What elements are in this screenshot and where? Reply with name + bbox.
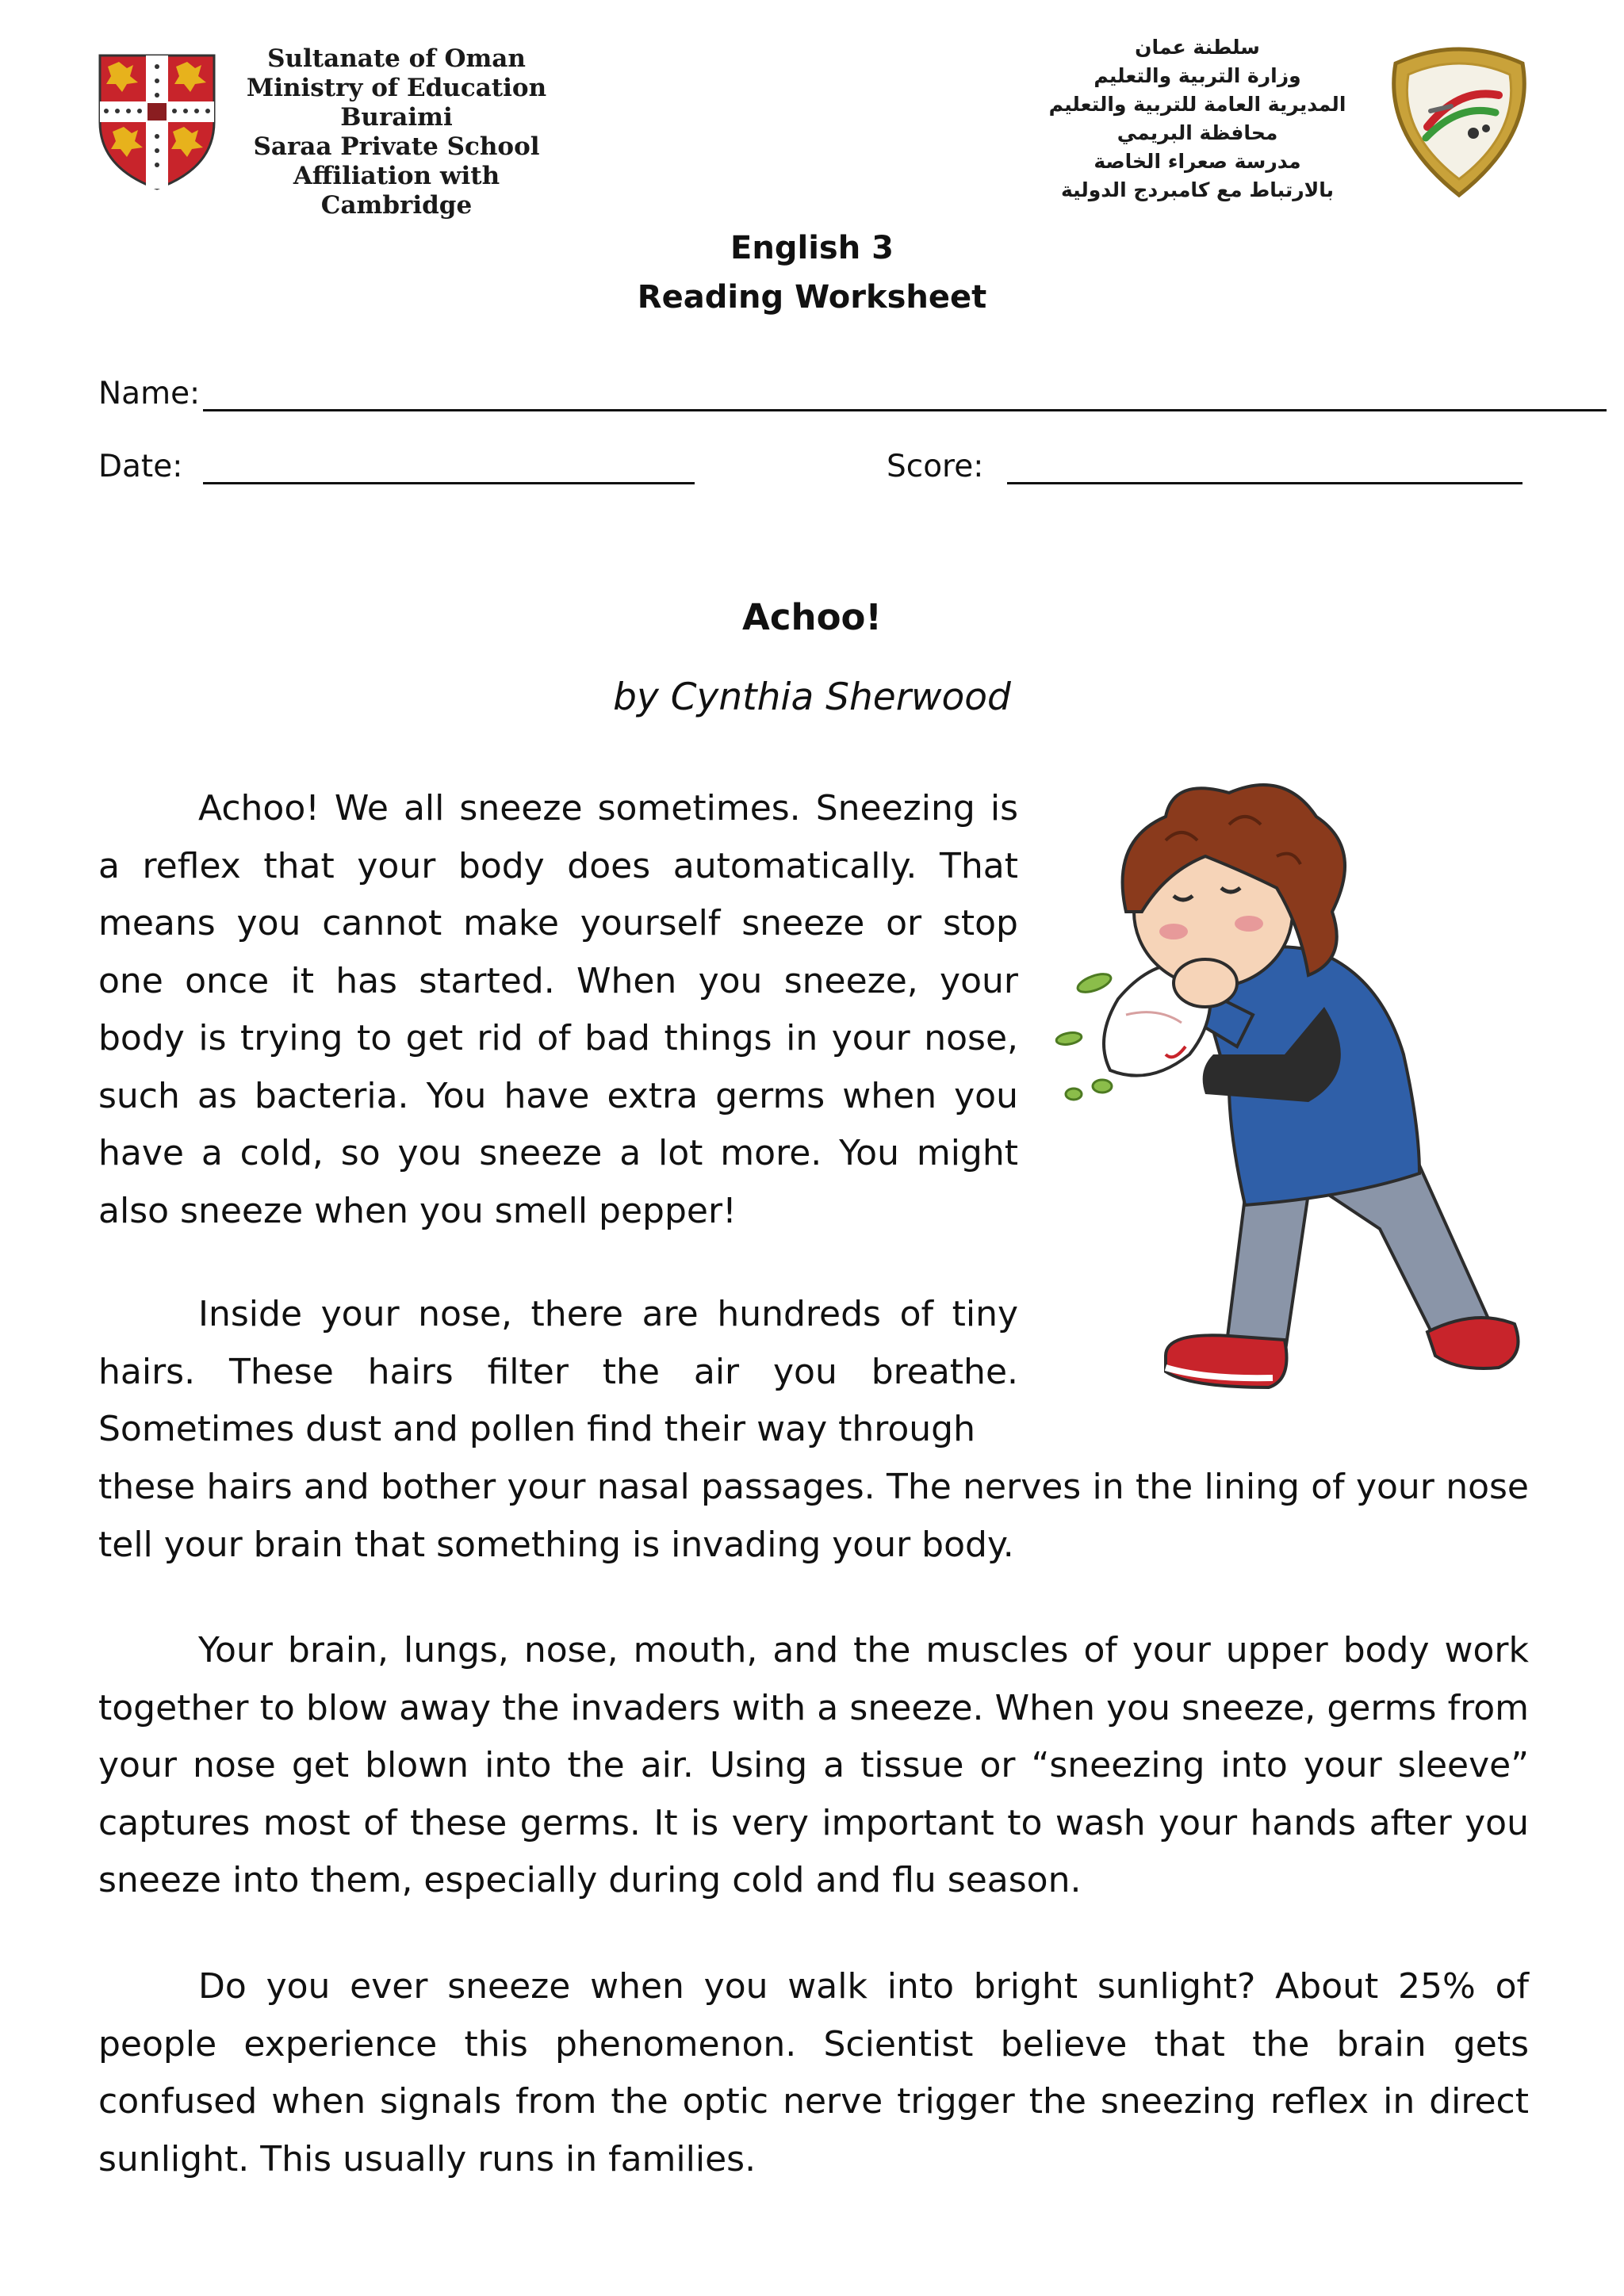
- header-arabic-line: سلطنة عمان: [1135, 36, 1260, 59]
- header-english-block: [230, 44, 563, 220]
- header-arabic-line: بالارتباط مع كامبردج الدولية: [1060, 178, 1335, 201]
- course-subject: English 3: [730, 230, 894, 266]
- story-title: Achoo!: [742, 596, 882, 638]
- sneezing-child-illustration: [1047, 753, 1530, 1403]
- header-english-line: Ministry of Education: [246, 74, 547, 102]
- header-english-line: Buraimi: [340, 103, 453, 132]
- header-arabic-line: وزارة التربية والتعليم: [1094, 64, 1301, 87]
- story-paragraph-2-start: Inside your nose, there are hundreds of tiny hairs. These hairs filter the air you breathe. Sometimes dust and pollen find their way through: [98, 1294, 1018, 1449]
- story-paragraph-4: Do you ever sneeze when you walk into bright sunlight? About 25% of people experience this phenomenon. Scientist believe that the brain gets confused when signals from the optic nerve trigger the sneezing reflex in direct sunlight. This usually runs in families.: [98, 1966, 1529, 2179]
- story-paragraph-1: Achoo! We all sneeze sometimes. Sneezing is a reflex that your body does automatically. That means you cannot make yourself sneeze or stop one once it has started. When you sneeze, your body is trying to get rid of bad things in your nose, such as bacteria. You have extra germs when you have a cold, so you sneeze a lot more. You might also sneeze when you smell pepper!: [98, 788, 1018, 1231]
- date-blank-line[interactable]: [203, 450, 695, 484]
- date-field[interactable]: [98, 449, 695, 484]
- header-arabic-line: محافظة البريمي: [1116, 121, 1278, 144]
- story-paragraph-2-end: these hairs and bother your nasal passages. The nerves in the lining of your nose tell your brain that something is invading your body.: [98, 1467, 1529, 1565]
- name-field[interactable]: [98, 376, 1607, 411]
- score-field[interactable]: [887, 449, 1522, 484]
- score-blank-line[interactable]: [1007, 450, 1522, 484]
- date-label: Date:: [98, 449, 183, 484]
- header-english-line: Affiliation with Cambridge: [293, 162, 500, 220]
- school-crest-icon: [94, 49, 220, 192]
- header-arabic-block: [1031, 33, 1364, 205]
- name-label: Name:: [98, 376, 201, 411]
- header-english-line: Sultanate of Oman: [267, 44, 526, 73]
- header-english-line: Saraa Private School: [253, 132, 540, 161]
- name-blank-line[interactable]: [203, 377, 1607, 411]
- story-paragraph-3: Your brain, lungs, nose, mouth, and the muscles of your upper body work together to blow away the invaders with a sneeze. When you sneeze, germs from your nose get blown into the air. Using a tissue or “sneezing into your sleeve” captures most of these germs. It is very important to wash your hands after you sneeze into them, especially during cold and flu season.: [98, 1630, 1529, 1900]
- story-byline: by Cynthia Sherwood: [613, 675, 1011, 719]
- worksheet-title: Reading Worksheet: [637, 279, 987, 316]
- school-badge-icon: [1380, 40, 1538, 198]
- score-label: Score:: [887, 449, 984, 484]
- header-arabic-line: مدرسة صعراء الخاصة: [1094, 150, 1301, 173]
- header-arabic-line: المديرية العامة للتربية والتعليم: [1048, 93, 1346, 116]
